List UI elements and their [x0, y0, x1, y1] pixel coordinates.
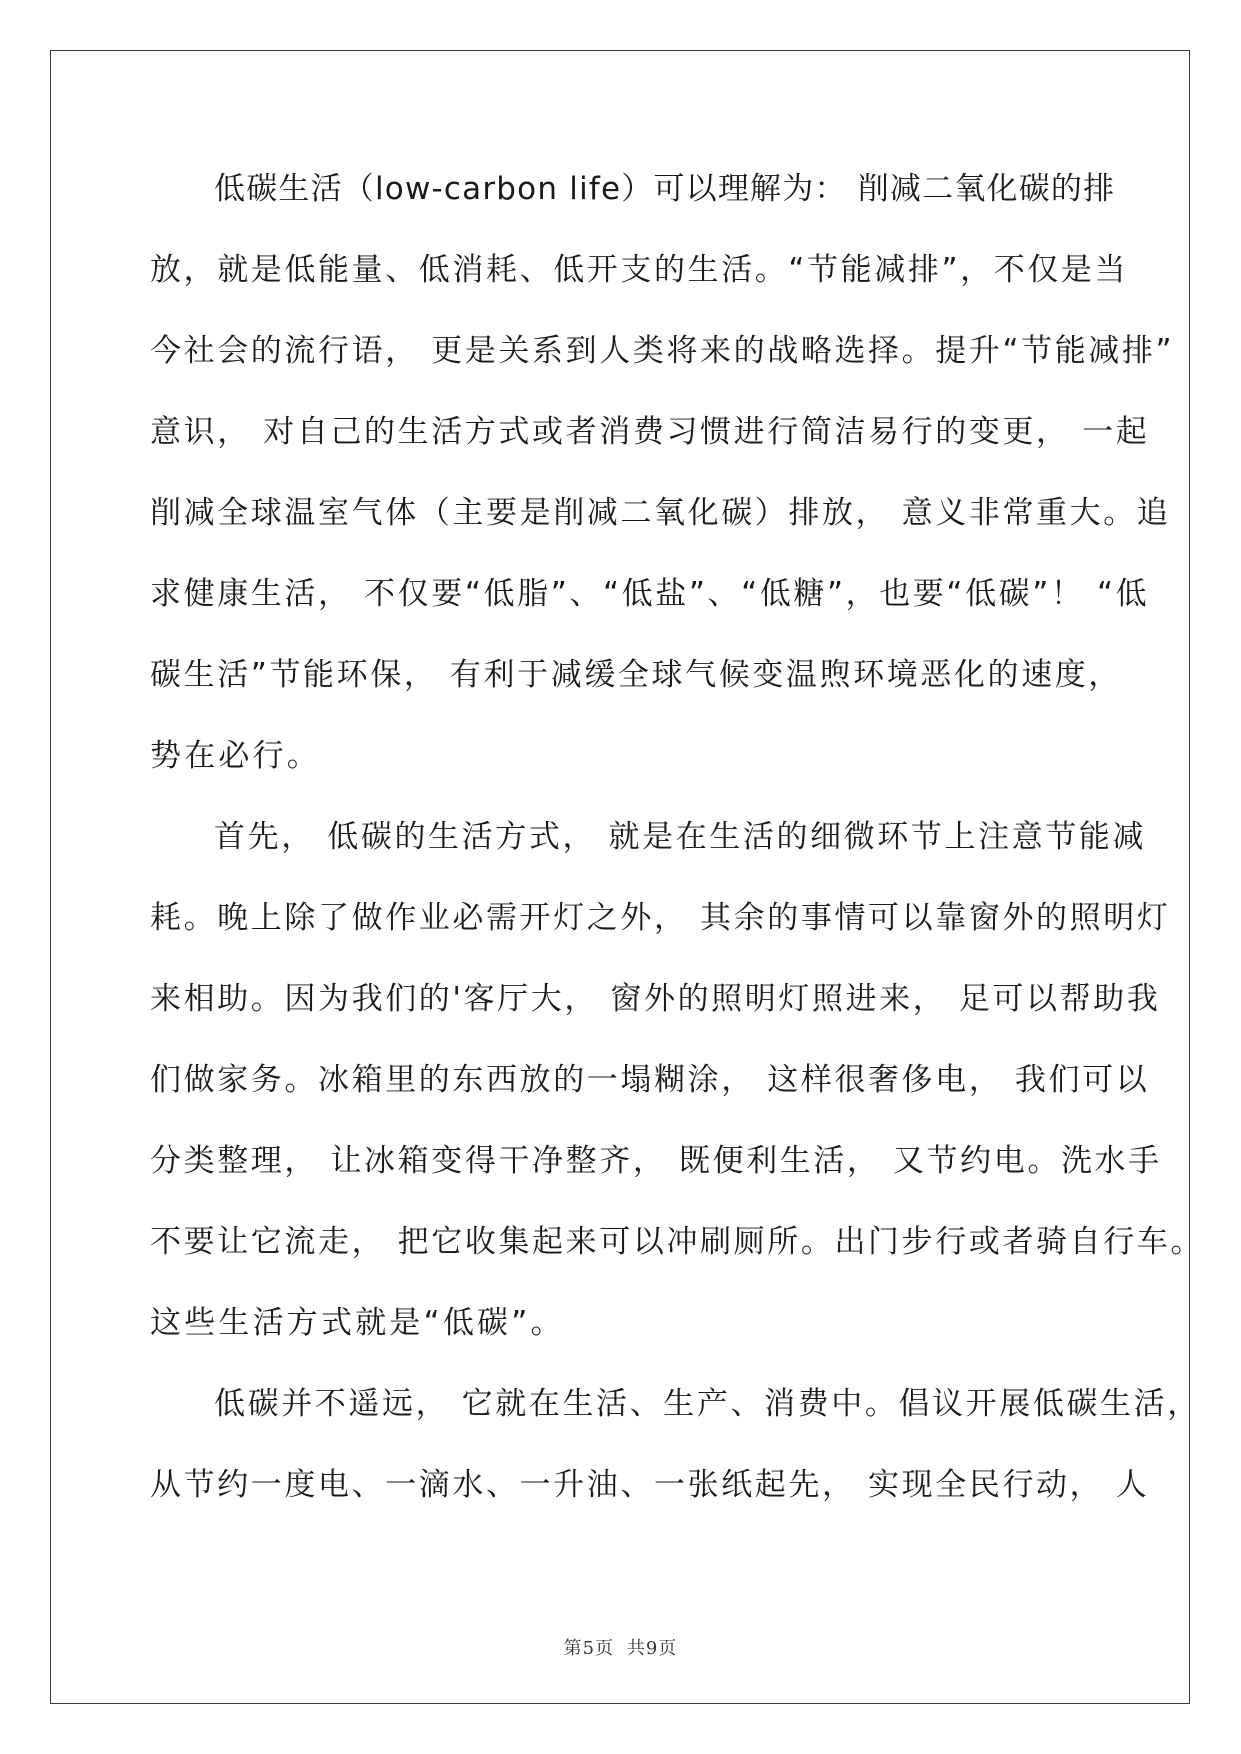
- page-number: 第5页 共9页: [563, 1638, 678, 1659]
- document-body: [150, 158, 1205, 1535]
- text-line: 低碳生活（low-carbon life）可以理解为： 削减二氧化碳的排: [214, 171, 1116, 207]
- text-line: 不要让它流走， 把它收集起来可以冲刷厕所。出门步行或者骑自行车。: [150, 1224, 1205, 1260]
- text-line: 分类整理， 让冰箱变得干净整齐， 既便利生活， 又节约电。洗水手: [150, 1143, 1162, 1179]
- text-line: 低碳并不遥远， 它就在生活、生产、消费中。倡议开展低碳生活，: [214, 1386, 1201, 1422]
- text-line: 势在必行。: [150, 738, 321, 774]
- text-line: 耗。晚上除了做作业必需开灯之外， 其余的事情可以靠窗外的照明灯: [150, 900, 1171, 936]
- text-line: 碳生活”节能环保， 有利于减缓全球气候变温煦环境恶化的速度，: [150, 657, 1122, 693]
- text-line: 首先， 低碳的生活方式， 就是在生活的细微环节上注意节能减: [214, 819, 1147, 855]
- text-line: 这些生活方式就是“低碳”。: [150, 1305, 565, 1341]
- text-line: 们做家务。冰箱里的东西放的一塌糊涂， 这样很奢侈电， 我们可以: [150, 1062, 1150, 1098]
- text-line: 从节约一度电、一滴水、一升油、一张纸起先， 实现全民行动， 人: [150, 1467, 1150, 1503]
- text-line: 放，就是低能量、低消耗、低开支的生活。“节能减排”，不仅是当: [150, 252, 1129, 288]
- text-line: 削减全球温室气体（主要是削减二氧化碳）排放， 意义非常重大。追: [150, 495, 1171, 531]
- text-line: 求健康生活， 不仅要“低脂”、“低盐”、“低糖”，也要“低碳”！ “低: [150, 576, 1150, 612]
- text-line: 今社会的流行语， 更是关系到人类将来的战略选择。提升“节能减排”: [150, 333, 1175, 369]
- text-line: 来相助。因为我们的'客厅大， 窗外的照明灯照进来， 足可以帮助我: [150, 981, 1161, 1017]
- text-line: 意识， 对自己的生活方式或者消费习惯进行简洁易行的变更， 一起: [150, 414, 1150, 450]
